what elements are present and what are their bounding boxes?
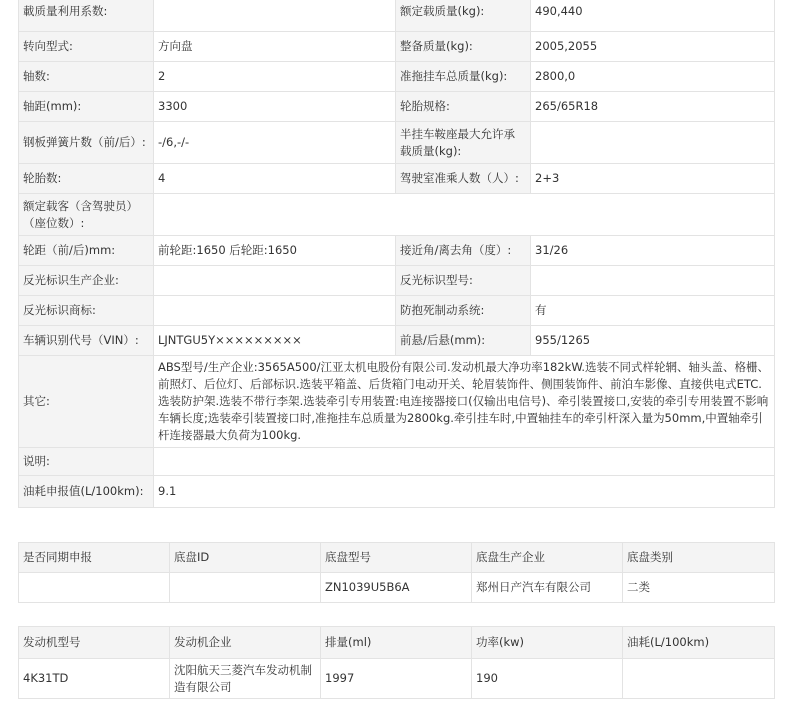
wheelbase-value: 3300 [154, 92, 396, 122]
engine-header-cell: 功率(kw) [472, 627, 623, 659]
spec-row [19, 92, 775, 122]
rated-pass-value [154, 194, 775, 236]
chassis-header-cell: 底盘生产企业 [472, 543, 623, 573]
spec-row [19, 194, 775, 236]
spec-row [19, 448, 775, 476]
tire-spec-label: 轮胎规格: [396, 92, 531, 122]
tire-spec-value: 265/65R18 [531, 92, 775, 122]
spec-row [19, 476, 775, 508]
saddle-load-label: 半挂车鞍座最大允许承载质量(kg): [396, 122, 531, 164]
chassis-cell [170, 573, 321, 603]
rated-load-label: 额定载质量(kg): [396, 0, 531, 32]
cab-seats-value: 2+3 [531, 164, 775, 194]
spec-row [19, 266, 775, 296]
vin-label: 车辆识别代号（VIN）: [19, 326, 154, 356]
chassis-header-cell: 底盘类别 [623, 543, 775, 573]
note-label: 说明: [19, 448, 154, 476]
spec-row [19, 122, 775, 164]
spec-table [18, 0, 775, 508]
spec-row [19, 62, 775, 92]
spec-row [19, 0, 775, 32]
angles-value: 31/26 [531, 236, 775, 266]
reflect-brand-value [154, 296, 396, 326]
vin-value: LJNTGU5Y××××××××× [154, 326, 396, 356]
chassis-header-cell: 底盘ID [170, 543, 321, 573]
engine-data-row [19, 659, 775, 699]
reflect-model-label: 反光标识型号: [396, 266, 531, 296]
overhang-label: 前悬/后悬(mm): [396, 326, 531, 356]
angles-label: 接近角/离去角（度）: [396, 236, 531, 266]
fuel-label: 油耗申报值(L/100km): [19, 476, 154, 508]
wheelbase-label: 轴距(mm): [19, 92, 154, 122]
track-value: 前轮距:1650 后轮距:1650 [154, 236, 396, 266]
tire-count-label: 轮胎数: [19, 164, 154, 194]
overhang-value: 955/1265 [531, 326, 775, 356]
abs-value: 有 [531, 296, 775, 326]
chassis-header-cell: 是否同期申报 [19, 543, 170, 573]
trailer-mass-label: 准拖挂车总质量(kg): [396, 62, 531, 92]
spec-row [19, 356, 775, 448]
engine-table [18, 626, 775, 699]
spec-row [19, 236, 775, 266]
engine-cell: 沈阳航天三菱汽车发动机制造有限公司 [170, 659, 321, 699]
engine-cell [623, 659, 775, 699]
cab-seats-label: 驾驶室准乘人数（人）: [396, 164, 531, 194]
saddle-load-value [531, 122, 775, 164]
engine-header-row [19, 627, 775, 659]
engine-header-cell: 排量(ml) [321, 627, 472, 659]
axles-label: 轴数: [19, 62, 154, 92]
chassis-cell: 二类 [623, 573, 775, 603]
rated-pass-label: 额定载客（含驾驶员）（座位数）: [19, 194, 154, 236]
reflect-maker-label: 反光标识生产企业: [19, 266, 154, 296]
track-label: 轮距（前/后)mm: [19, 236, 154, 266]
chassis-cell [19, 573, 170, 603]
engine-header-cell: 发动机企业 [170, 627, 321, 659]
chassis-cell: ZN1039U5B6A [321, 573, 472, 603]
abs-label: 防抱死制动系统: [396, 296, 531, 326]
note-value [154, 448, 775, 476]
spec-row [19, 164, 775, 194]
spec-row [19, 296, 775, 326]
tire-count-value: 4 [154, 164, 396, 194]
load-util-value [154, 0, 396, 32]
engine-cell: 190 [472, 659, 623, 699]
chassis-data-row [19, 573, 775, 603]
leaf-spring-value: -/6,-/- [154, 122, 396, 164]
other-value: ABS型号/生产企业:3565A500/江亚太机电股份有限公司.发动机最大净功率182kW.选装不同式样轮辋、轴头盖、格栅、前照灯、后位灯、后部标识.选装平箱盖、后货箱门电动开关、轮眉装饰件、侧围装饰件、前泊车影像、直接供电式ETC.选装防护架.选装不带行李架.选装牵引专用装置:电连接器接口(仅输出电信号)、牵引装置接口,安装的牵引专用装置不影响车辆长度;选装牵引装置接口时,准拖挂车总质量为2800kg.牵引挂车时,中置轴挂车的牵引杆深入量为50mm,中置轴牵引杆连接器最大负荷为100kg. [154, 356, 775, 448]
trailer-mass-value: 2800,0 [531, 62, 775, 92]
engine-header-cell: 油耗(L/100km) [623, 627, 775, 659]
engine-header-cell: 发动机型号 [19, 627, 170, 659]
curb-weight-value: 2005,2055 [531, 32, 775, 62]
reflect-model-value [531, 266, 775, 296]
steering-value: 方向盘 [154, 32, 396, 62]
spec-row [19, 326, 775, 356]
fuel-value: 9.1 [154, 476, 775, 508]
chassis-table [18, 542, 775, 603]
chassis-header-row [19, 543, 775, 573]
other-label: 其它: [19, 356, 154, 448]
axles-value: 2 [154, 62, 396, 92]
steering-label: 转向型式: [19, 32, 154, 62]
rated-load-value: 490,440 [531, 0, 775, 32]
spec-row [19, 32, 775, 62]
reflect-brand-label: 反光标识商标: [19, 296, 154, 326]
leaf-spring-label: 钢板弹簧片数（前/后）: [19, 122, 154, 164]
load-util-label: 載质量利用系数: [19, 0, 154, 32]
engine-cell: 4K31TD [19, 659, 170, 699]
chassis-cell: 郑州日产汽车有限公司 [472, 573, 623, 603]
chassis-header-cell: 底盘型号 [321, 543, 472, 573]
engine-cell: 1997 [321, 659, 472, 699]
reflect-maker-value [154, 266, 396, 296]
curb-weight-label: 整备质量(kg): [396, 32, 531, 62]
